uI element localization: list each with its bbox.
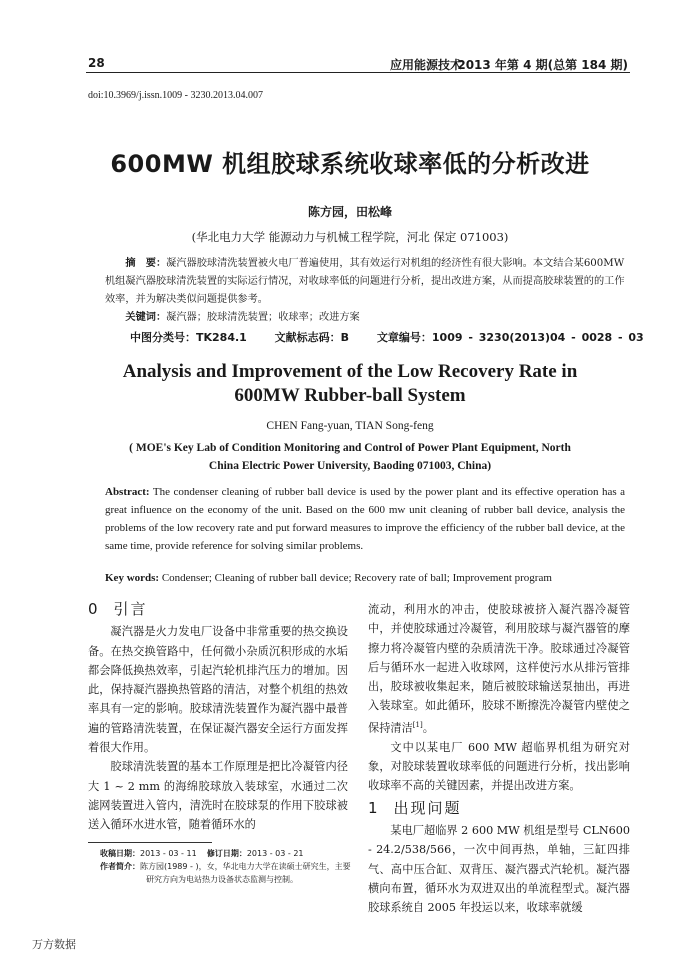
title-en-line1: Analysis and Improvement of the Low Recovery Rate in <box>122 361 578 382</box>
bio-label: 作者简介： <box>100 862 140 871</box>
bio-text: 陈方园(1989 - )，女，华北电力大学在读硕士研究生，主要研究方向为电站热力设备状态监测与控制。 <box>140 862 351 884</box>
document-code: 文献标志码：B <box>274 331 350 344</box>
footnote-divider <box>88 842 212 843</box>
abstract-cn-label: 摘 要： <box>125 258 167 269</box>
affiliation-en <box>80 439 620 475</box>
keywords-en-label: Key words: <box>105 572 160 584</box>
classification-line <box>130 329 666 345</box>
affiliation-cn: (华北电力大学 能源动力与机械工程学院，河北 保定 071003) <box>191 230 509 244</box>
section-number: 0 <box>88 600 100 618</box>
paragraph-end: 。 <box>422 721 434 735</box>
keywords-cn-label: 关键词： <box>125 312 167 323</box>
clc-number: 中图分类号：TK284.1 <box>130 331 247 344</box>
footnote <box>100 847 355 886</box>
page-number: 28 <box>88 56 105 70</box>
abstract-cn <box>105 255 625 327</box>
section-title: 引言 <box>113 600 148 618</box>
footnote-dates <box>100 847 355 860</box>
paragraph-continued <box>368 600 630 738</box>
affiliation-en-line1: ( MOE's Key Lab of Condition Monitoring and Control of Power Plant Equipment, North <box>129 442 571 454</box>
abstract-cn-body <box>105 255 625 309</box>
citation-ref: [1] <box>412 720 423 729</box>
paragraph: 胶球清洗装置的基本工作原理是把比冷凝管内径大 1 ~ 2 mm 的海绵胶球放入装球室，水通过二次滤网装置进入管内，清洗时在胶球泵的作用下胶球被送入循环水进水管，随着循环水的 <box>88 760 348 832</box>
abstract-en <box>105 483 625 555</box>
revised-label: 修订日期： <box>206 849 247 858</box>
affiliation-en-line2: China Electric Power University, Baoding 071003, China) <box>208 460 492 472</box>
keywords-cn-text: 凝汽器；胶球清洗装置；收球率；改进方案 <box>166 312 360 323</box>
abstract-cn-text: 凝汽器胶球清洗装置被火电厂普遍使用，其有效运行对机组的经济性有很大影响。本文结合某600MW 机组凝汽器胶球清洗装置的实际运行情况，对收球率低的问题进行分析，提出改进方案，从而提高胶球装置的的工作效率，并为解决类似问题提供参考。 <box>105 258 625 305</box>
watermark-footer: 万方数据 <box>32 938 76 951</box>
section-title: 出现问题 <box>393 798 462 817</box>
section-heading-introduction <box>88 600 348 619</box>
article-number: 文章编号：1009 - 3230(2013)04 - 0028 - 03 <box>376 331 644 344</box>
keywords-en-text: Condenser; Cleaning of rubber ball device; Recovery rate of ball; Improvement program <box>159 572 552 584</box>
paragraph: 某电厂超临界 2 600 MW 机组是型号 CLN600 - 24.2/538/566，一次中间再热，单轴，三缸四排气、高中压合缸、双背压、凝汽器式汽轮机。凝汽器横向布置，循环水为双进双出的单流程型式。凝汽器胶球系统自 2005 年投运以来，收球率就缓 <box>368 824 630 915</box>
abstract-en-label: Abstract: <box>105 486 150 498</box>
keywords-en <box>105 572 645 584</box>
revised-date: 2013 - 03 - 21 <box>246 849 304 858</box>
keywords-cn <box>105 309 625 327</box>
body-column-right <box>368 600 630 917</box>
footnote-bio <box>100 860 355 886</box>
authors-en: CHEN Fang-yuan, TIAN Song-feng <box>266 420 434 432</box>
doi-line: doi:10.3969/j.issn.1009 - 3230.2013.04.007 <box>88 90 264 101</box>
body-column-left <box>88 600 348 835</box>
title-en-line2: 600MW Rubber-ball System <box>234 385 466 406</box>
received-label: 收稿日期： <box>100 849 140 858</box>
journal-name: 应用能源技术 <box>390 58 463 72</box>
received-date: 2013 - 03 - 11 <box>140 849 197 858</box>
running-header <box>88 53 628 73</box>
issue-info: 2013 年第 4 期(总第 184 期) <box>457 58 628 72</box>
article-title-cn: 600MW 机组胶球系统收球率低的分析改进 <box>110 150 590 178</box>
section-number: 1 <box>368 798 380 817</box>
section-heading-problem <box>368 799 630 818</box>
header-divider <box>86 72 630 73</box>
article-title-en <box>0 360 700 408</box>
abstract-en-text: The condenser cleaning of rubber ball device is used by the power plant and its effective operation has a great influence on the economy of the unit. Based on the 600 mw unit cleaning of rubber ball device, analysis the problems of the low recovery rate and put forward measures to improve the efficiency of the rubber ball device, at the same time, provide reference for solving similar problems. <box>105 486 625 552</box>
paragraph-text: 流动，利用水的冲击，使胶球被挤入凝汽器冷凝管中，并使胶球通过冷凝管，利用胶球与凝汽器管的摩擦力将冷凝管内壁的杂质清洗干净。胶球通过冷凝管后与循环水一起进入收球网，这样使污水从排污管排出，胶球被收集起来，随后被胶球输送泵抽出，再进入装球室。如此循环，胶球不断擦洗冷凝管内壁使之保持清洁 <box>368 603 630 735</box>
paragraph: 凝汽器是火力发电厂设备中非常重要的热交换设备。在热交换管路中，任何微小杂质沉积形成的水垢都会降低换热效率，引起汽轮机排汽压力的增加。因此，保持凝汽器换热管路的清洁，对整个机组的热效率具有一定的影响。胶球清洗装置作为凝汽器中最普遍的管路清洗装置，在保证凝汽器安全运行方面发挥着很大作用。 <box>88 625 348 755</box>
paragraph: 文中以某电厂 600 MW 超临界机组为研究对象，对胶球装置收球率低的问题进行分析，找出影响收球率不高的关键因素，并提出改进方案。 <box>368 740 630 793</box>
authors-cn: 陈方园，田松峰 <box>307 205 392 219</box>
